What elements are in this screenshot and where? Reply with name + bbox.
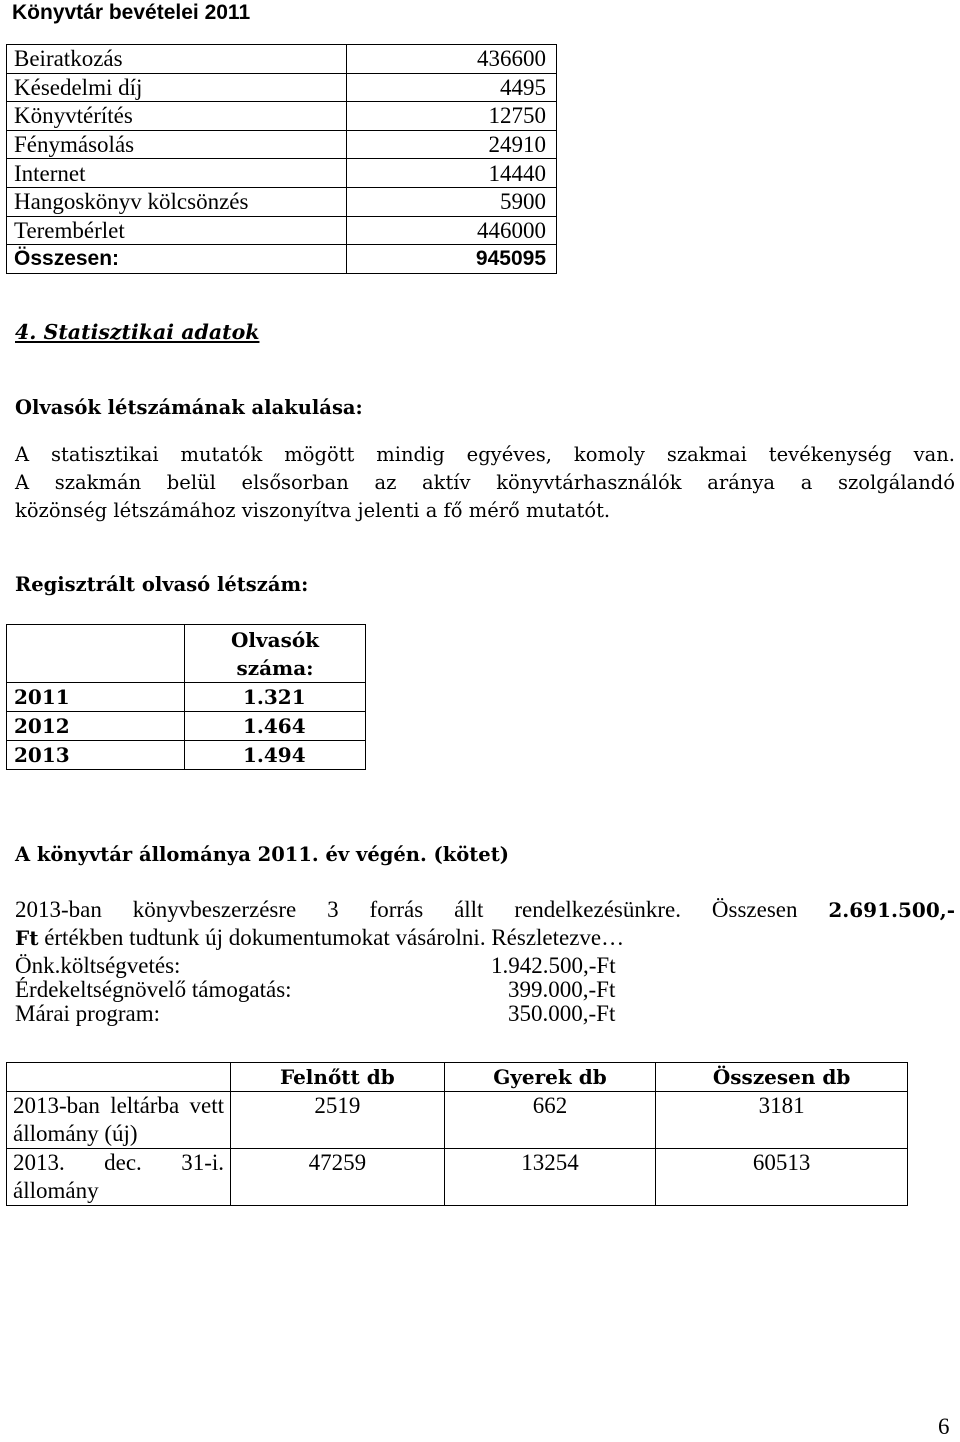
section-heading: 4. Statisztikai adatok [15, 320, 260, 344]
count-cell: 1.321 [185, 683, 366, 712]
income-value: 436600 [347, 45, 557, 74]
child-header: Gyerek db [444, 1063, 656, 1092]
adult-header: Felnőtt db [231, 1063, 445, 1092]
paragraph-line [15, 924, 955, 952]
empty-header-cell [7, 625, 185, 683]
holdings-table [6, 1062, 908, 1206]
section4-paragraph [15, 441, 955, 525]
table-row [7, 741, 366, 770]
paragraph-line: A szakmán belül elsősorban az aktív könyvtárhasználók aránya a szolgálandó [15, 471, 955, 494]
row-label: 2013-ban leltárba vett állomány (új) [7, 1092, 231, 1149]
table-row [7, 45, 557, 74]
currency-label: Ft [15, 926, 39, 950]
source-row [15, 1001, 616, 1026]
income-label: Fénymásolás [7, 130, 347, 159]
income-label: Hangoskönyv kölcsönzés [7, 187, 347, 216]
table-row [7, 130, 557, 159]
income-value: 446000 [347, 216, 557, 245]
source-amount: 399.000,-Ft [508, 977, 616, 1002]
child-count: 13254 [444, 1149, 656, 1206]
income-label: Beiratkozás [7, 45, 347, 74]
total-amount: 2.691.500,- [828, 898, 955, 922]
total-count: 3181 [656, 1092, 908, 1149]
income-label: Terembérlet [7, 216, 347, 245]
readers-table [6, 624, 366, 770]
income-label: Késedelmi díj [7, 73, 347, 102]
total-header: Összesen db [656, 1063, 908, 1092]
table-row [7, 187, 557, 216]
source-amount: 1.942.500,-Ft [491, 953, 616, 978]
page-number: 6 [938, 1414, 950, 1439]
year-cell: 2011 [7, 683, 185, 712]
source-label: Önk.költségvetés: [15, 953, 181, 978]
table-header-row [7, 625, 366, 683]
income-value: 4495 [347, 73, 557, 102]
paragraph-text: 2013-ban könyvbeszerzésre 3 forrás állt rendelkezésünkre. Összesen [15, 897, 829, 922]
readers-subheading: Olvasók létszámának alakulása: [15, 396, 363, 419]
total-label: Összesen: [7, 245, 347, 274]
year-cell: 2013 [7, 741, 185, 770]
income-value: 24910 [347, 130, 557, 159]
total-value: 945095 [347, 245, 557, 274]
table-header-row [7, 1063, 908, 1092]
holdings-heading: A könyvtár állománya 2011. év végén. (kötet) [15, 843, 509, 866]
source-amount: 350.000,-Ft [508, 1001, 616, 1026]
empty-header-cell [7, 1063, 231, 1092]
table-row [7, 159, 557, 188]
table-row [7, 1149, 908, 1206]
year-cell: 2012 [7, 712, 185, 741]
income-title: Könyvtár bevételei 2011 [12, 1, 251, 24]
readers-count-header [185, 625, 366, 683]
paragraph-line: A statisztikai mutatók mögött mindig egyéves, komoly szakmai tevékenység van. [15, 443, 955, 466]
total-row [7, 245, 557, 274]
table-row [7, 1092, 908, 1149]
count-cell: 1.464 [185, 712, 366, 741]
header-line: száma: [236, 656, 314, 680]
source-row [15, 953, 616, 978]
row-label: 2013. dec. 31-i. állomány [7, 1149, 231, 1206]
income-label: Internet [7, 159, 347, 188]
child-count: 662 [444, 1092, 656, 1149]
source-list [15, 953, 616, 1026]
paragraph-text: értékben tudtunk új dokumentumokat vásárolni. Részletezve… [38, 925, 625, 950]
header-line: Olvasók [230, 628, 320, 652]
source-label: Érdekeltségnövelő támogatás: [15, 977, 292, 1002]
table-row [7, 683, 366, 712]
total-count: 60513 [656, 1149, 908, 1206]
paragraph-line: közönség létszámához viszonyítva jelenti a fő mérő mutatót. [15, 499, 611, 522]
table-row [7, 102, 557, 131]
income-table [6, 44, 557, 274]
table-row [7, 216, 557, 245]
registered-readers-heading: Regisztrált olvasó létszám: [15, 573, 309, 596]
source-label: Márai program: [15, 1001, 160, 1026]
income-label: Könyvtérítés [7, 102, 347, 131]
paragraph-line [15, 896, 955, 924]
count-cell: 1.494 [185, 741, 366, 770]
table-row [7, 712, 366, 741]
holdings-paragraph [15, 896, 955, 952]
income-value: 14440 [347, 159, 557, 188]
adult-count: 47259 [231, 1149, 445, 1206]
income-value: 5900 [347, 187, 557, 216]
adult-count: 2519 [231, 1092, 445, 1149]
table-row [7, 73, 557, 102]
source-row [15, 977, 616, 1002]
income-value: 12750 [347, 102, 557, 131]
